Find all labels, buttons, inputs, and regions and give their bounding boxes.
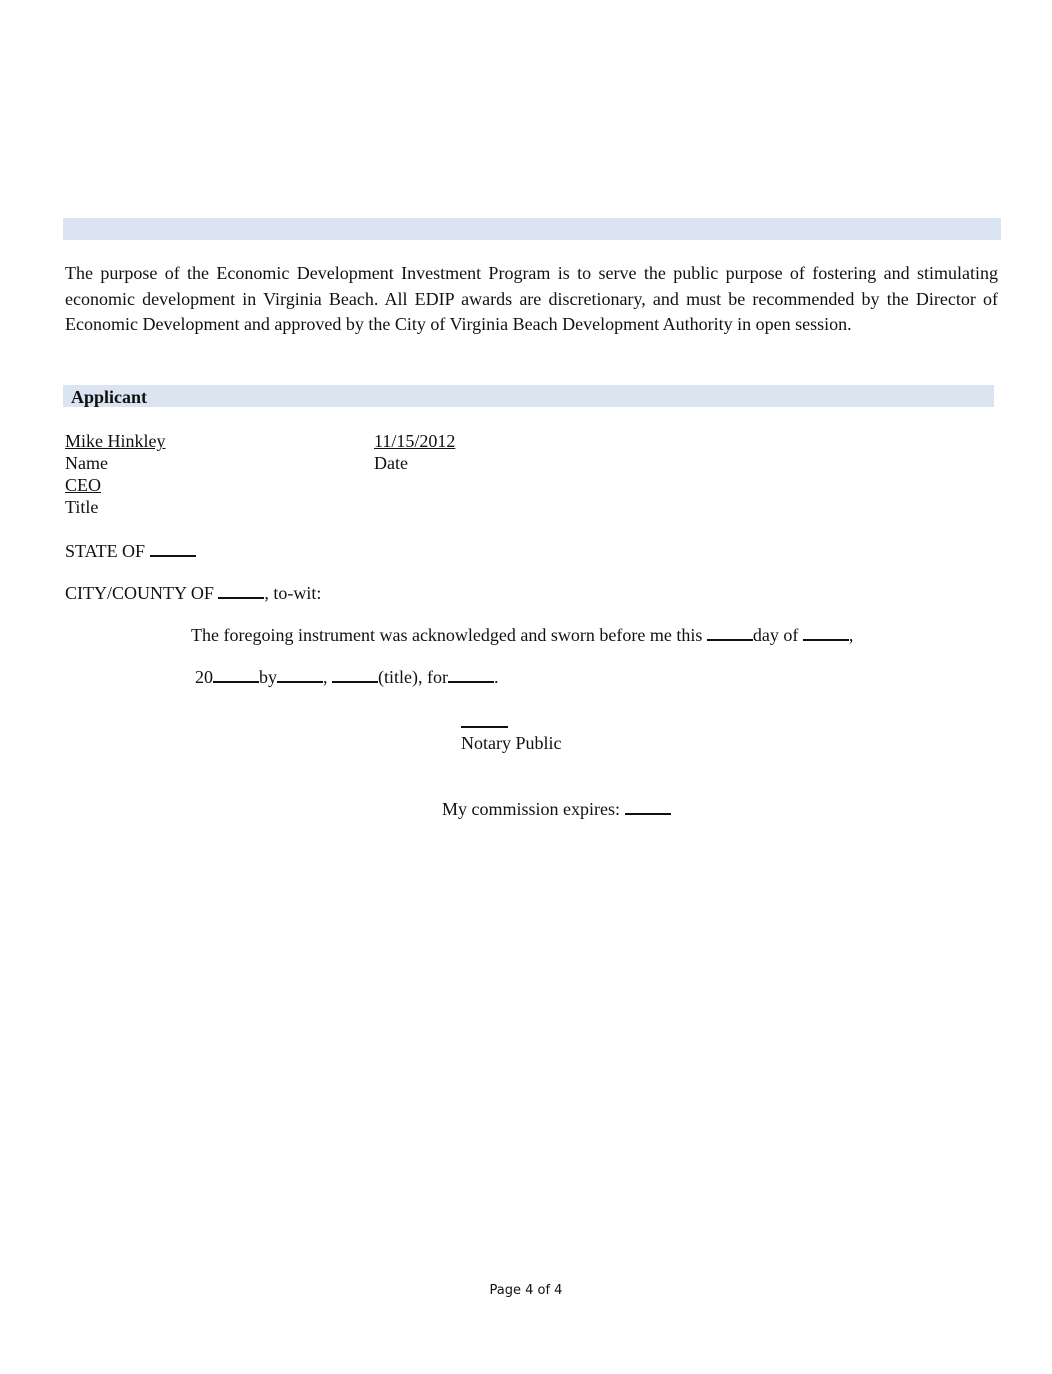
comma-after-name: ,	[323, 667, 328, 687]
year-by-line	[195, 666, 498, 688]
comma-text: ,	[848, 625, 854, 645]
applicant-header-band	[63, 385, 994, 407]
sworn-text: The foregoing instrument was acknowledged and sworn before me this	[191, 625, 703, 645]
title-blank	[332, 667, 378, 683]
year-prefix: 20	[195, 667, 213, 687]
applicant-name-label: Name	[65, 453, 108, 473]
state-of-label: STATE OF	[65, 541, 146, 561]
applicant-heading: Applicant	[71, 387, 148, 407]
program-purpose-paragraph: The purpose of the Economic Development Investment Program is to serve the public purpose of fostering and stimulating economic development in Virginia Beach. All EDIP awards are discretionary, and must be recommended by the Director of Economic Development and approved by the City of Virginia Beach Development Authority in open session.	[65, 263, 998, 334]
page-number: Page 4 of 4	[489, 1283, 563, 1298]
period-text: .	[493, 667, 499, 687]
title-for-text: (title), for	[378, 667, 448, 687]
applicant-name-value: Mike Hinkley	[65, 431, 166, 451]
year-blank	[213, 667, 259, 683]
by-text: by	[259, 667, 277, 687]
month-blank	[803, 625, 849, 641]
by-name-blank	[277, 667, 323, 683]
sworn-statement-line	[191, 624, 853, 646]
applicant-date-label: Date	[374, 453, 408, 473]
city-county-label: CITY/COUNTY OF	[65, 583, 214, 603]
commission-expires-label: My commission expires:	[442, 799, 620, 819]
state-blank	[150, 541, 196, 557]
applicant-title-label: Title	[65, 497, 99, 517]
applicant-date-value: 11/15/2012	[374, 431, 456, 451]
notary-signature-line	[461, 726, 508, 728]
commission-expires-line	[442, 798, 671, 820]
city-county-line	[65, 582, 321, 604]
day-of-text: day of	[752, 625, 799, 645]
city-county-blank	[218, 583, 264, 599]
day-blank	[707, 625, 753, 641]
for-blank	[448, 667, 494, 683]
to-wit-text: , to-wit:	[264, 583, 322, 603]
applicant-title-value: CEO	[65, 475, 101, 495]
state-of-line	[65, 540, 196, 562]
section-header-band	[63, 218, 1001, 240]
notary-public-label: Notary Public	[461, 733, 562, 753]
commission-blank	[625, 799, 671, 815]
